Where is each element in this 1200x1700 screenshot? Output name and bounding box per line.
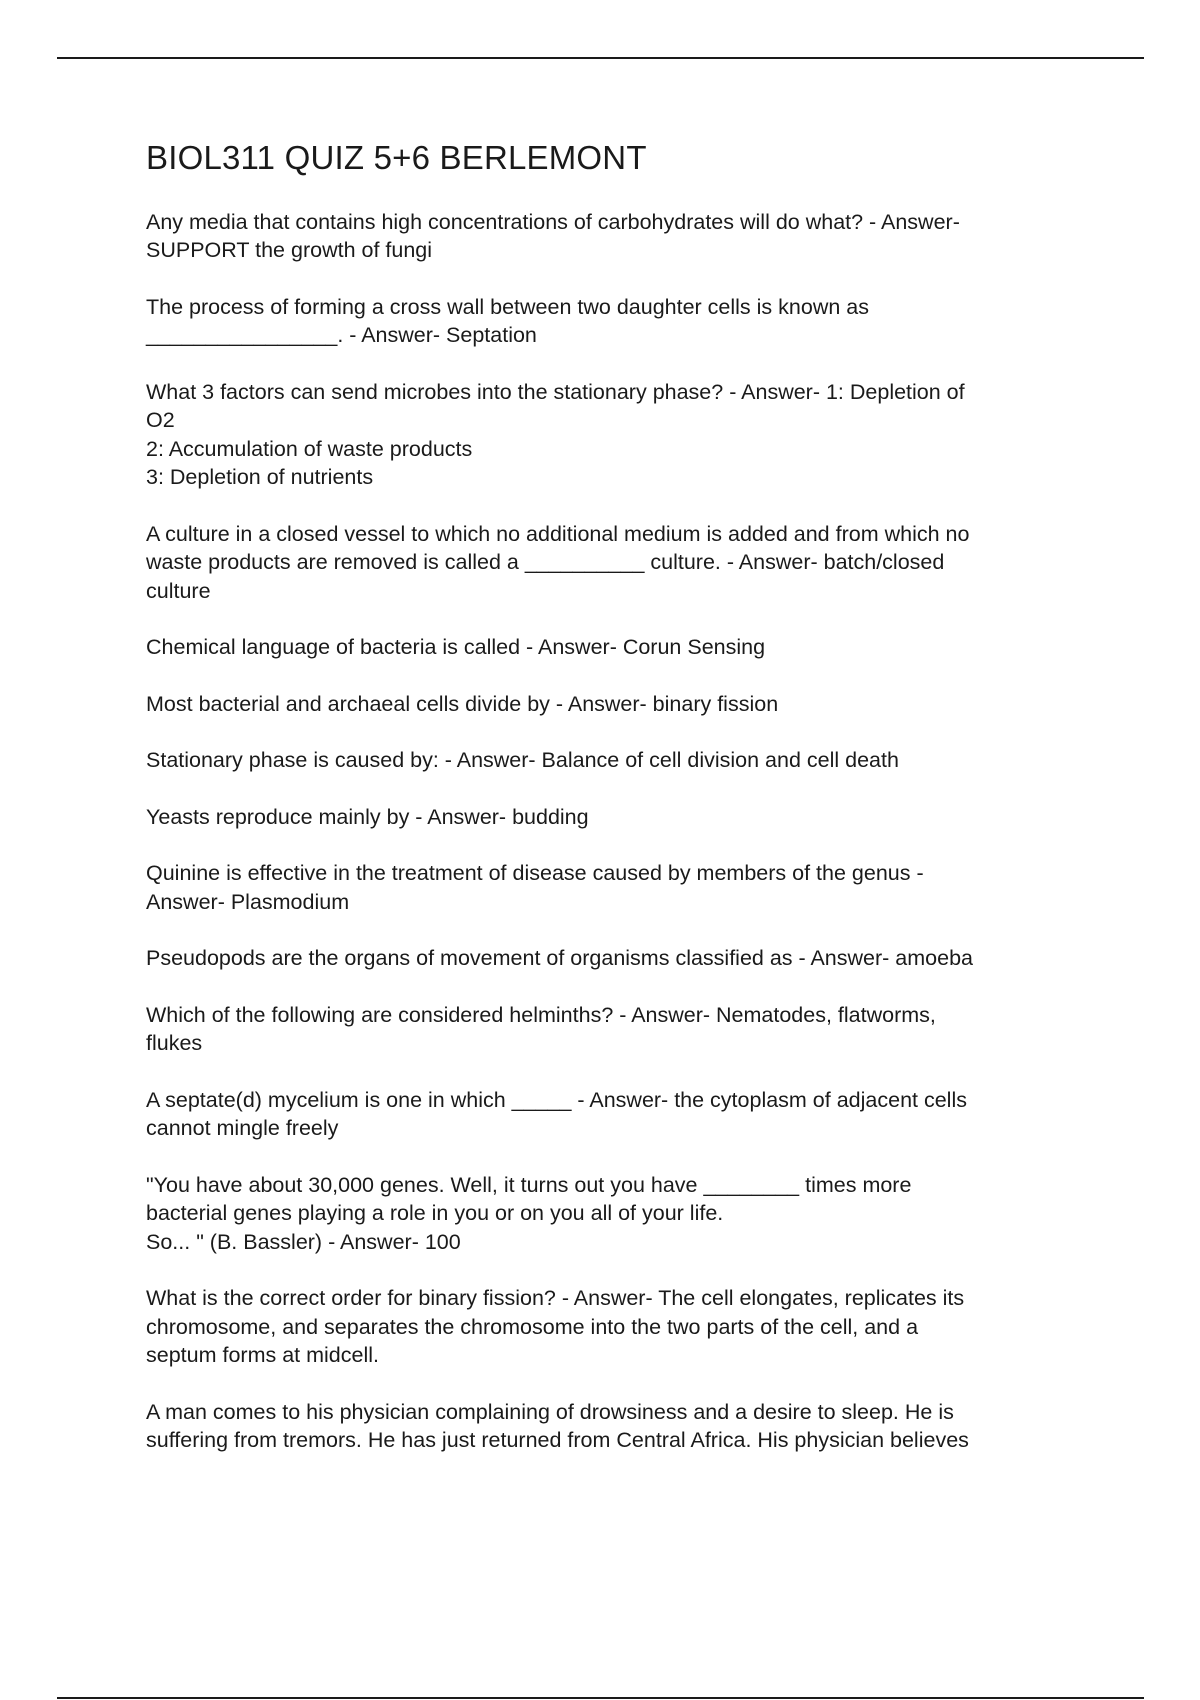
qa-entry-12: A septate(d) mycelium is one in which _____ - Answer- the cytoplasm of adjacent cells cannot mingle freely [146,1087,967,1141]
qa-entry-15: A man comes to his physician complaining of drowsiness and a desire to sleep. He is suffering from tremors. He has just returned from Central Africa. His physician believes [146,1399,969,1453]
qa-entry-3: What 3 factors can send microbes into the stationary phase? - Answer- 1: Depletion of O2 2: Accumulation of waste products 3: Depletion of nutrients [146,379,965,490]
qa-entry-13: "You have about 30,000 genes. Well, it turns out you have ________ times more bacterial genes playing a role in you or on you all of your life. So... " (B. Bassler) - Answer- 100 [146,1172,912,1254]
qa-entry-4: A culture in a closed vessel to which no additional medium is added and from which no waste products are removed is called a __________ culture. - Answer- batch/closed culture [146,521,970,603]
qa-entry-11: Which of the following are considered helminths? - Answer- Nematodes, flatworms, flukes [146,1002,936,1056]
document-title: BIOL311 QUIZ 5+6 BERLEMONT [146,139,647,176]
qa-entry-5: Chemical language of bacteria is called - Answer- Corun Sensing [146,635,766,660]
document-body [146,138,1086,1483]
qa-entry-8: Yeasts reproduce mainly by - Answer- budding [146,804,589,829]
qa-entry-10: Pseudopods are the organs of movement of organisms classified as - Answer- amoeba [146,946,973,971]
qa-entry-1: Any media that contains high concentrations of carbohydrates will do what? - Answer- SUPPORT the growth of fungi [146,209,960,263]
bottom-rule [57,1697,1144,1699]
top-rule [57,57,1144,59]
qa-entry-9: Quinine is effective in the treatment of disease caused by members of the genus - Answer- Plasmodium [146,861,924,914]
qa-entry-2: The process of forming a cross wall between two daughter cells is known as ________________. - Answer- Septation [146,294,869,348]
qa-entry-6: Most bacterial and archaeal cells divide by - Answer- binary fission [146,691,779,716]
qa-entry-7: Stationary phase is caused by: - Answer- Balance of cell division and cell death [146,748,899,773]
qa-entry-14: What is the correct order for binary fission? - Answer- The cell elongates, replicates its chromosome, and separates the chromosome into the two parts of the cell, and a septum forms at midcell. [146,1286,965,1368]
